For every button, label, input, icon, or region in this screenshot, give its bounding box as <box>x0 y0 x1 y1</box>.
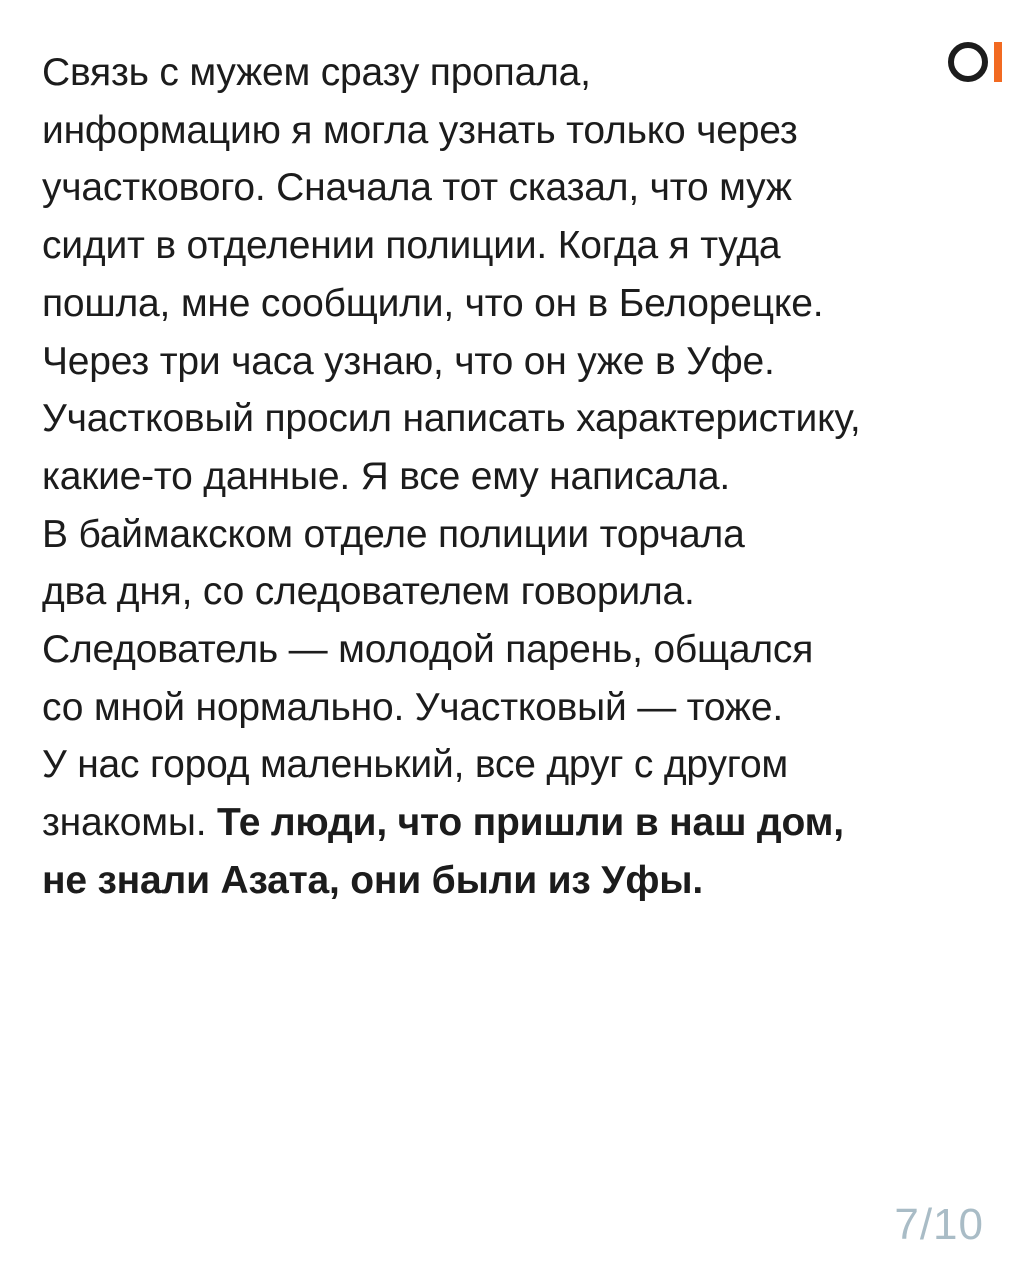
text-line: какие-то данные. Я все ему написала. <box>42 454 730 498</box>
text-line: У нас город маленький, все друг с другом <box>42 743 789 787</box>
article-text <box>42 44 992 910</box>
text-line: Через три часа узнаю, что он уже в Уфе. <box>42 339 775 383</box>
text-line: сидит в отделении полиции. Когда я туда <box>42 224 781 268</box>
text-bold-line: не знали Азата, они были из Уфы. <box>42 858 703 902</box>
text-regular-segment: знакомы. <box>42 801 218 845</box>
text-line: Связь с мужем сразу пропала, <box>42 51 591 94</box>
page-indicator: 7/10 <box>894 1200 984 1249</box>
text-line: пошла, мне сообщили, что он в Белорецке. <box>42 281 824 325</box>
text-line-mixed <box>42 794 992 852</box>
text-line: два дня, со следователем говорила. <box>42 570 695 614</box>
text-line: В баймакском отделе полиции торчала <box>42 512 745 556</box>
logo-bar-icon <box>994 42 1002 82</box>
text-line: информацию я могла узнать только через <box>42 108 798 152</box>
text-line: участкового. Сначала тот сказал, что муж <box>42 166 792 210</box>
text-bold-segment: Те люди, что пришли в наш дом, <box>217 801 844 845</box>
text-line: со мной нормально. Участковый — тоже. <box>42 685 783 729</box>
text-line: Участковый просил написать характеристику, <box>42 397 861 441</box>
text-line: Следователь — молодой парень, общался <box>42 628 814 672</box>
